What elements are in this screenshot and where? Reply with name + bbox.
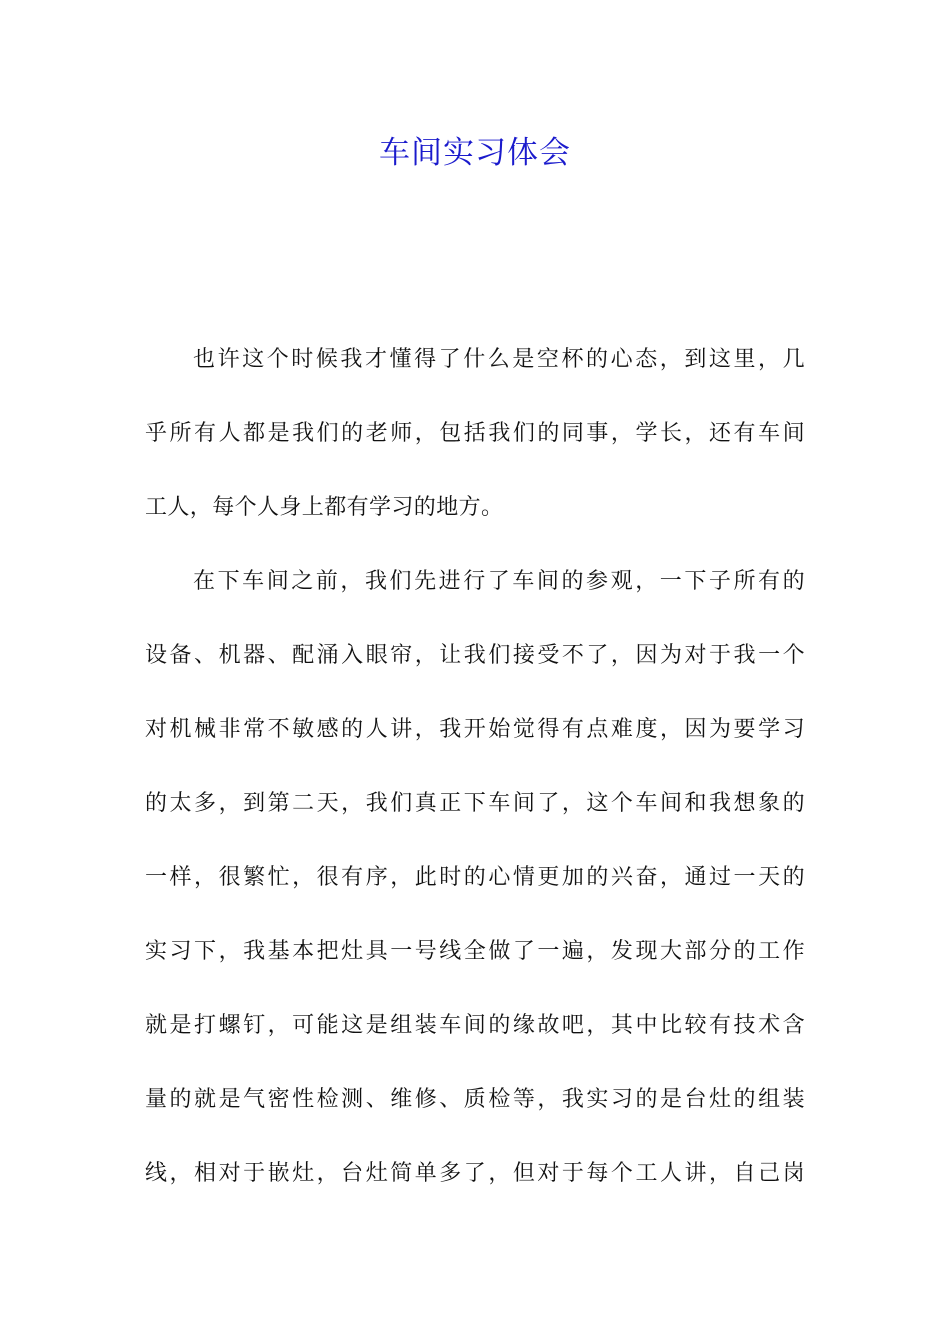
- paragraph-1-line-1: 也许这个时候我才懂得了什么是空杯的心态，到这里，几: [193, 347, 805, 372]
- paragraph-2-line-6: 实习下，我基本把灶具一号线全做了一遍，发现大部分的工作: [145, 939, 805, 964]
- page-title: 车间实习体会: [379, 135, 571, 171]
- paragraph-2-line-8: 量的就是气密性检测、维修、质检等，我实习的是台灶的组装: [145, 1087, 805, 1112]
- paragraph-2-line-3: 对机械非常不敏感的人讲，我开始觉得有点难度，因为要学习: [145, 717, 805, 742]
- paragraph-1-line-3: 工人，每个人身上都有学习的地方。: [145, 495, 504, 520]
- paragraph-2-line-1: 在下车间之前，我们先进行了车间的参观，一下子所有的: [193, 569, 805, 594]
- paragraph-2-line-9: 线，相对于嵌灶，台灶简单多了，但对于每个工人讲，自己岗: [145, 1161, 805, 1186]
- paragraph-2-line-2: 设备、机器、配涌入眼帘，让我们接受不了，因为对于我一个: [145, 643, 805, 668]
- paragraph-1-line-2: 乎所有人都是我们的老师，包括我们的同事，学长，还有车间: [145, 421, 805, 446]
- paragraph-2-line-4: 的太多，到第二天，我们真正下车间了，这个车间和我想象的: [145, 791, 805, 816]
- paragraph-2-line-7: 就是打螺钉，可能这是组装车间的缘故吧，其中比较有技术含: [145, 1013, 805, 1038]
- body-text: [145, 338, 805, 1226]
- paragraph-2-line-5: 一样，很繁忙，很有序，此时的心情更加的兴奋，通过一天的: [145, 865, 805, 890]
